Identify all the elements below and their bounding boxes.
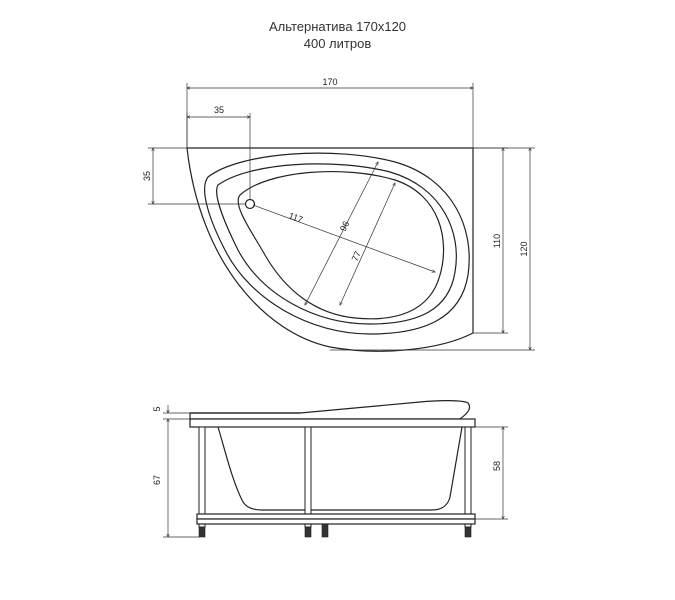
frame-rail-upper (197, 514, 475, 519)
foot-4 (465, 527, 471, 537)
drain-circle (246, 200, 255, 209)
dim-label-77: 77 (349, 249, 363, 263)
title-line-2: 400 литров (303, 36, 372, 51)
tub-rim-outline (205, 153, 470, 334)
tub-bowl-outline (238, 172, 443, 319)
side-bowl-profile (218, 427, 462, 510)
leg-front-right (465, 427, 471, 527)
frame-rail-lower (197, 519, 475, 524)
dim-label-120: 120 (519, 241, 529, 257)
side-skirt-band (190, 419, 475, 427)
dim-label-67: 67 (152, 474, 162, 486)
foot-1 (199, 527, 205, 537)
leg-front-left (199, 427, 205, 527)
leg-front-mid (305, 427, 311, 527)
dim-label-110: 110 (492, 233, 502, 249)
dim-line-117 (253, 205, 435, 272)
dim-line-96 (305, 162, 378, 305)
side-rim (190, 401, 470, 419)
top-view (142, 77, 535, 351)
dim-label-58: 58 (492, 460, 502, 472)
side-view (152, 401, 508, 537)
dim-label-5: 5 (152, 406, 162, 412)
dim-line-77 (337, 183, 395, 305)
dim-label-117: 117 (287, 210, 305, 225)
foot-2 (305, 527, 311, 537)
foot-3 (322, 524, 328, 537)
title-line-1: Альтернатива 170x120 (268, 19, 407, 34)
dim-label-96: 96 (337, 219, 352, 233)
dim-label-35-h: 35 (213, 105, 225, 115)
dim-label-170: 170 (322, 77, 338, 87)
dim-label-35-v: 35 (142, 170, 152, 182)
